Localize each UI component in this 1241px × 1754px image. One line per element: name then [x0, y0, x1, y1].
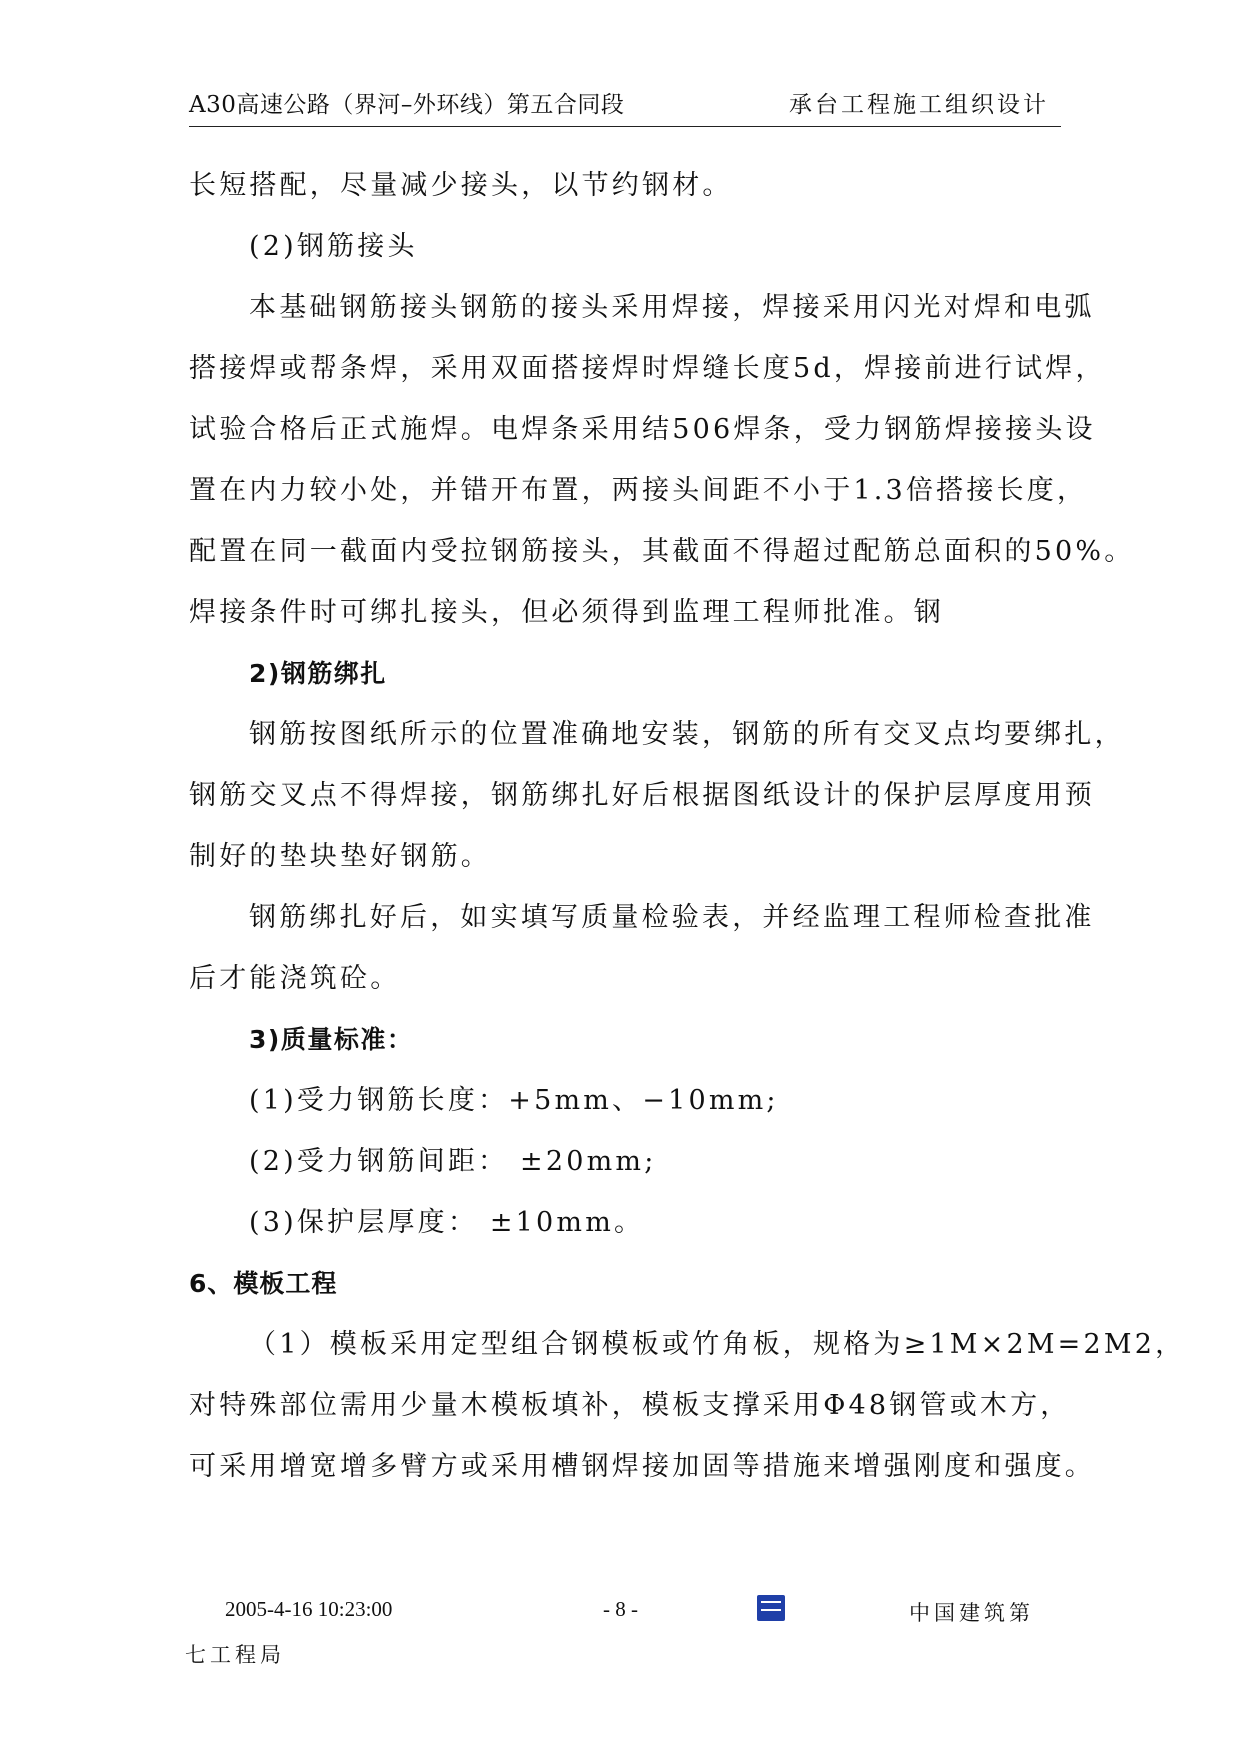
paragraph-line: 搭接焊或帮条焊，采用双面搭接焊时焊缝长度5d，焊接前进行试焊，: [189, 353, 1106, 384]
footer-date: 2005-4-16 10:23:00: [225, 1597, 393, 1621]
footer-organization-line2: 七工程局: [185, 1643, 285, 1667]
header-document-title: 承台工程施工组织设计: [789, 92, 1049, 118]
section-heading-formwork: 6、模板工程: [189, 1269, 338, 1298]
paragraph-line: 试验合格后正式施焊。电焊条采用结506焊条，受力钢筋焊接接头设: [189, 414, 1096, 445]
list-item: (2)受力钢筋间距： ±20mm;: [249, 1146, 657, 1177]
paragraph-line: 配置在同一截面内受拉钢筋接头，其截面不得超过配筋总面积的50%。: [189, 536, 1135, 567]
subheading-quality-standard: 3)质量标准：: [249, 1025, 414, 1054]
paragraph-line: 钢筋绑扎好后，如实填写质量检验表，并经监理工程师检查批准: [249, 902, 1095, 933]
document-body: [189, 155, 1186, 1497]
paragraph-line: 本基础钢筋接头钢筋的接头采用焊接，焊接采用闪光对焊和电弧: [249, 292, 1095, 323]
footer-organization-line1: 中国建筑第: [909, 1601, 1034, 1625]
header-project-title: A30高速公路（界河–外环线）第五合同段: [189, 92, 625, 118]
paragraph-line: 后才能浇筑砼。: [189, 963, 401, 994]
paragraph-line: 焊接条件时可绑扎接头，但必须得到监理工程师批准。钢: [189, 597, 944, 628]
paragraph-line: 可采用增宽增多臂方或采用槽钢焊接加固等措施来增强刚度和强度。: [189, 1451, 1095, 1482]
company-logo-icon: [757, 1595, 785, 1621]
subheading-rebar-binding: 2)钢筋绑扎: [249, 659, 387, 688]
paragraph-line: 钢筋交叉点不得焊接，钢筋绑扎好后根据图纸设计的保护层厚度用预: [189, 780, 1095, 811]
page-number: - 8 -: [603, 1597, 638, 1621]
paragraph-line: 钢筋按图纸所示的位置准确地安装，钢筋的所有交叉点均要绑扎，: [249, 719, 1125, 750]
paragraph-line: 长短搭配，尽量减少接头，以节约钢材。: [189, 170, 733, 201]
paragraph-line: 置在内力较小处，并错开布置，两接头间距不小于1.3倍搭接长度，: [189, 475, 1088, 506]
paragraph-line: 对特殊部位需用少量木模板填补，模板支撑采用Φ48钢管或木方，: [189, 1390, 1071, 1421]
list-item: (1)受力钢筋长度：+5mm、−10mm;: [249, 1085, 779, 1116]
paragraph-line: 制好的垫块垫好钢筋。: [189, 841, 491, 872]
list-item: (3)保护层厚度： ±10mm。: [249, 1207, 645, 1238]
page-footer: [185, 1597, 1061, 1677]
paragraph-line: （1）模板采用定型组合钢模板或竹角板，规格为≥1M×2M=2M2，: [249, 1329, 1186, 1360]
page-header: [189, 86, 1061, 127]
subheading-rebar-joint: (2)钢筋接头: [249, 231, 418, 262]
